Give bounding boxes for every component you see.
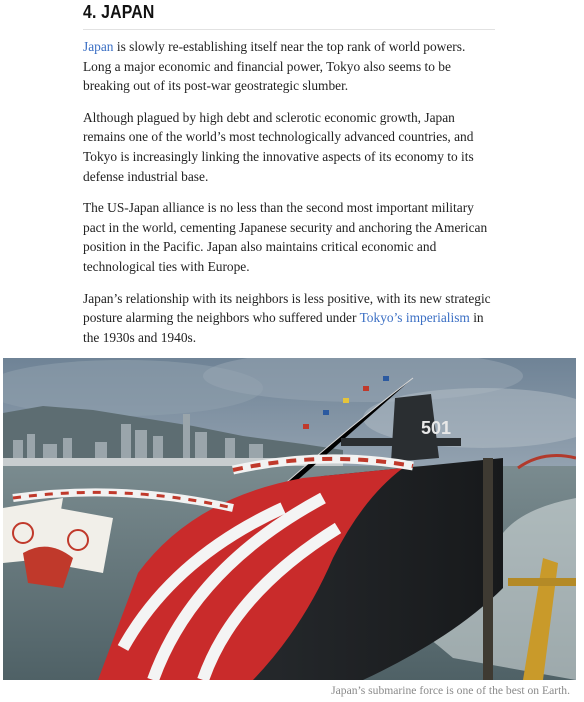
tokyo-imperialism-link[interactable]: Tokyo’s imperialism <box>359 310 470 326</box>
section-heading: 4. JAPAN <box>83 2 155 22</box>
article <box>83 0 495 359</box>
paragraph-4-text-before: Japan’s relationship with its neighbors is less positive, with its new strategic posture alarming the neighbors who suffered under <box>83 290 491 326</box>
paragraph-4-text-after: in the 1930s and 1940s. <box>83 310 484 345</box>
paragraph-4 <box>83 289 495 348</box>
paragraph-3: The US-Japan alliance is no less than the second most important military pact in the world, cementing Japanese security and anchoring the American position in the Pacific. Japan also maintains critical economic and technological ties with Europe. <box>83 200 488 274</box>
japan-link[interactable]: Japan <box>83 39 114 54</box>
photo-caption: Japan’s submarine force is one of the best on Earth. <box>331 684 570 697</box>
hull-number: 501 <box>421 418 452 438</box>
heading-divider <box>83 29 495 30</box>
paragraph-2: Although plagued by high debt and sclerotic economic growth, Japan remains one of the world’s most technologically advanced countries, and Tokyo is increasingly linking the innovative aspects of its economy to its defense industrial base. <box>83 109 474 184</box>
paragraph-1 <box>83 37 495 96</box>
paragraph-1-text: is slowly re-establishing itself near the top rank of world powers. Long a major economic and financial power, Tokyo also seems to be breaking out of its post-war geostrategic slumber. <box>83 39 466 94</box>
submarine-photo <box>3 358 576 680</box>
